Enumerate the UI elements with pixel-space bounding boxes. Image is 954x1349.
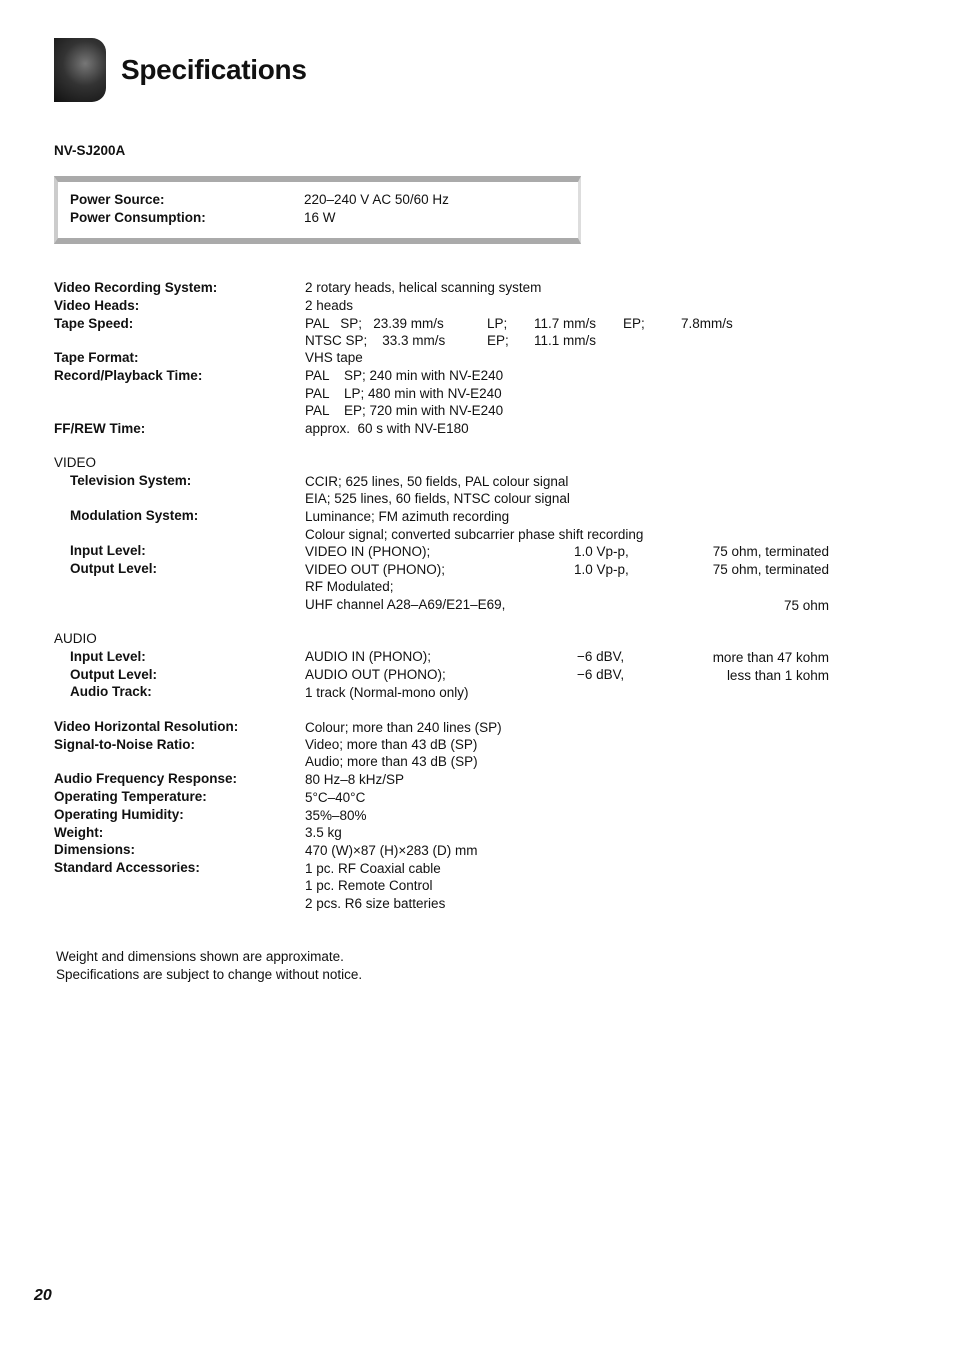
audio-heading: AUDIO: [54, 631, 97, 646]
speed-pal-ep-label: EP;: [623, 316, 645, 331]
power-consumption-label: Power Consumption:: [70, 210, 206, 225]
power-source-label: Power Source:: [70, 192, 165, 207]
temp-label: Operating Temperature:: [54, 789, 207, 804]
audio-input-connector: AUDIO IN (PHONO);: [305, 649, 432, 664]
power-source-value: 220–240 V AC 50/60 Hz: [304, 192, 449, 207]
vrs-value: 2 rotary heads, helical scanning system: [305, 280, 542, 295]
audio-output-connector: AUDIO OUT (PHONO);: [305, 667, 446, 682]
snr-video: Video; more than 43 dB (SP): [305, 737, 478, 752]
speed-pal-ep-value: 7.8mm/s: [681, 316, 733, 331]
humidity-value: 35%–80%: [305, 808, 367, 823]
audio-input-impedance: more than 47 kohm: [712, 650, 829, 665]
modulation-line-1: Luminance; FM azimuth recording: [305, 509, 510, 524]
weight-label: Weight:: [54, 825, 104, 840]
accessory-3: 2 pcs. R6 size batteries: [305, 896, 446, 911]
page-title: Specifications: [121, 54, 307, 85]
speed-pal-lp-label: LP;: [487, 316, 508, 331]
rpt-line-1: PAL SP; 240 min with NV-E240: [305, 368, 504, 383]
audio-input-label: Input Level:: [70, 649, 146, 664]
humidity-label: Operating Humidity:: [54, 807, 184, 822]
model-name: NV-SJ200A: [54, 143, 126, 158]
afr-value: 80 Hz–8 kHz/SP: [305, 772, 405, 787]
accessories-label: Standard Accessories:: [54, 860, 200, 875]
rpt-label: Record/Playback Time:: [54, 368, 203, 383]
audio-output-level: −6 dBV,: [577, 667, 625, 682]
video-input-label: Input Level:: [70, 543, 146, 558]
rpt-line-3: PAL EP; 720 min with NV-E240: [305, 403, 504, 418]
rpt-line-2: PAL LP; 480 min with NV-E240: [305, 386, 502, 401]
video-output-level: 1.0 Vp-p,: [574, 562, 629, 577]
modulation-line-2: Colour signal; converted subcarrier phase shift recording: [305, 527, 644, 542]
accessory-1: 1 pc. RF Coaxial cable: [305, 861, 441, 876]
audio-track-value: 1 track (Normal-mono only): [305, 685, 469, 700]
video-heading: VIDEO: [54, 455, 97, 470]
ffrew-value: approx. 60 s with NV-E180: [305, 421, 469, 436]
format-value: VHS tape: [305, 350, 363, 365]
audio-output-impedance: less than 1 kohm: [726, 668, 829, 683]
tv-system-line-1: CCIR; 625 lines, 50 fields, PAL colour signal: [305, 474, 569, 489]
format-label: Tape Format:: [54, 350, 139, 365]
modulation-label: Modulation System:: [70, 508, 199, 523]
snr-label: Signal-to-Noise Ratio:: [54, 737, 195, 752]
heads-value: 2 heads: [305, 298, 354, 313]
accessory-2: 1 pc. Remote Control: [305, 878, 433, 893]
audio-output-label: Output Level:: [70, 667, 157, 682]
video-input-connector: VIDEO IN (PHONO);: [305, 544, 431, 559]
heads-label: Video Heads:: [54, 298, 140, 313]
speed-ntsc-ep-label: EP;: [487, 333, 509, 348]
section-marker-icon: [54, 38, 106, 102]
hres-label: Video Horizontal Resolution:: [54, 719, 239, 734]
tv-system-line-2: EIA; 525 lines, 60 fields, NTSC colour signal: [305, 491, 570, 506]
video-input-impedance: 75 ohm, terminated: [712, 544, 829, 559]
footer-note-1: Weight and dimensions shown are approximate.: [56, 949, 344, 964]
snr-audio: Audio; more than 43 dB (SP): [305, 754, 478, 769]
ffrew-label: FF/REW Time:: [54, 421, 146, 436]
afr-label: Audio Frequency Response:: [54, 771, 238, 786]
rf-line-2: UHF channel A28–A69/E21–E69,: [305, 597, 506, 612]
temp-value: 5°C–40°C: [305, 790, 366, 805]
video-input-level: 1.0 Vp-p,: [574, 544, 629, 559]
hres-value: Colour; more than 240 lines (SP): [305, 720, 502, 735]
audio-track-label: Audio Track:: [70, 684, 152, 699]
speed-ntsc-ep-value: 11.1 mm/s: [534, 333, 597, 348]
rf-line-1: RF Modulated;: [305, 579, 394, 594]
speed-label: Tape Speed:: [54, 316, 134, 331]
video-output-connector: VIDEO OUT (PHONO);: [305, 562, 446, 577]
footer-note-2: Specifications are subject to change without notice.: [56, 967, 363, 982]
dimensions-label: Dimensions:: [54, 842, 136, 857]
dimensions-value: 470 (W)×87 (H)×283 (D) mm: [305, 843, 478, 858]
page-number: 20: [34, 1287, 52, 1304]
video-output-label: Output Level:: [70, 561, 157, 576]
tv-system-label: Television System:: [70, 473, 192, 488]
weight-value: 3.5 kg: [305, 825, 342, 840]
speed-pal-lp-value: 11.7 mm/s: [534, 316, 597, 331]
speed-pal-sp: PAL SP; 23.39 mm/s: [305, 316, 444, 331]
audio-input-level: −6 dBV,: [577, 649, 625, 664]
vrs-label: Video Recording System:: [54, 280, 218, 295]
video-output-impedance: 75 ohm, terminated: [712, 562, 829, 577]
power-consumption-value: 16 W: [304, 210, 336, 225]
speed-ntsc-sp: NTSC SP; 33.3 mm/s: [305, 333, 446, 348]
rf-impedance: 75 ohm: [783, 598, 829, 613]
